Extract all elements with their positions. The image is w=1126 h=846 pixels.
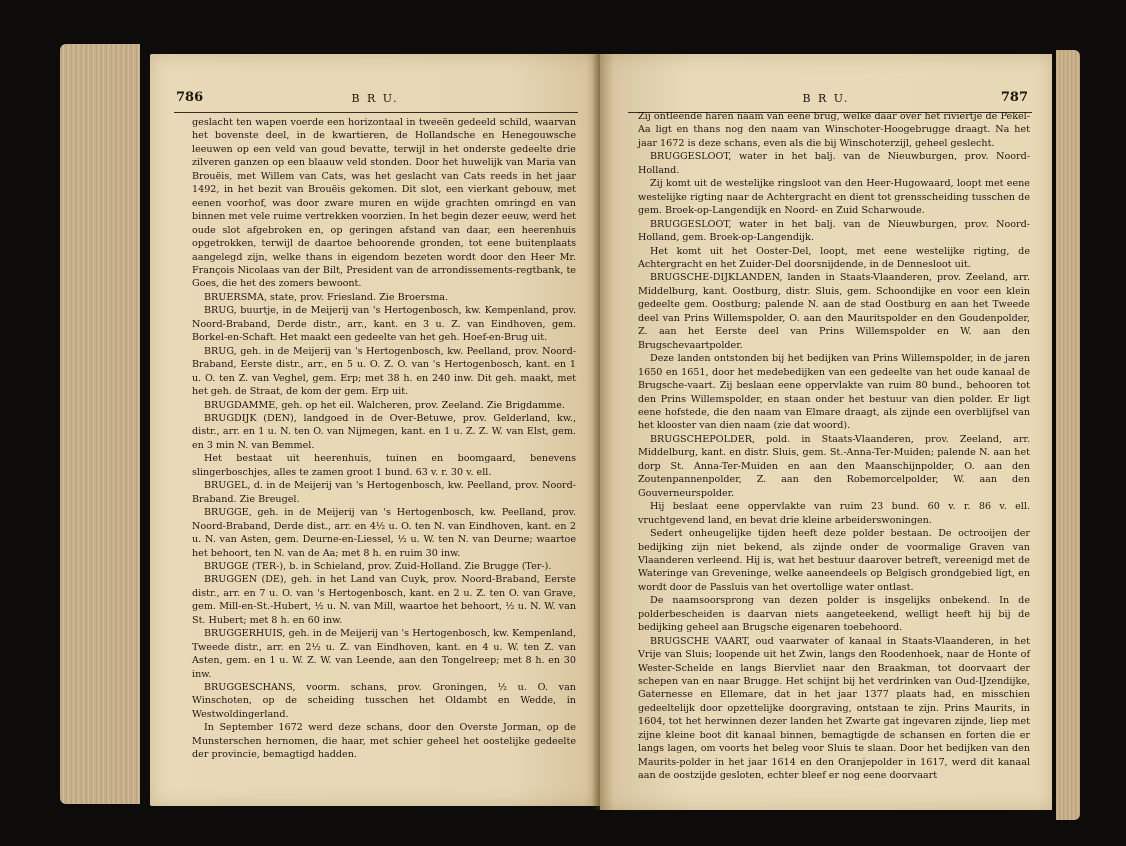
left-page-text [192, 116, 576, 762]
paragraph: Het komt uit het Ooster-Del, loopt, met eene westelijke rigting, de Achtergracht en het Zuider-Del doorsnijdende, in de Dennesloot uit. [638, 245, 1030, 270]
running-head: B R U. [802, 92, 850, 105]
paragraph: BRUGGESLOOT, water in het balj. van de Nieuwburgen, prov. Noord-Holland, gem. Broek-op-Langendijk. [638, 218, 1030, 244]
paragraph: Zij komt uit de westelijke ringsloot van den Heer-Hugowaard, loopt met eene westelijke rigting naar de Achtergracht en dient tot grensscheiding tusschen de gem. Broek-op-Langendijk en Noord- en Zuid Scharwoude. [638, 178, 1030, 217]
header-rule [174, 112, 578, 113]
paragraph: BRUGGEN (DE), geh. in het Land van Cuyk, prov. Noord-Braband, Eerste distr., arr. en 7 u. O. van 's Hertogenbosch, kant. en 2 u. Z. ten O. van Grave, gem. Mill-en-St.-Hubert, ½ u. N. van Mill, waartoe het behoort, ½ u. N. W. van St. Hubert; met 8 h. en 60 inw. [192, 574, 576, 626]
paragraph: BRUGGESCHANS, voorm. schans, prov. Groningen, ½ u. O. van Winschoten, op de scheiding tusschen het Oldambt en Wedde, in Westwoldingerland. [192, 682, 576, 720]
paragraph: De naamsoorsprong van dezen polder is insgelijks onbekend. In de polderbescheiden is daarvan niets aangeteekend, welligt heeft hij bij de bedijking geheel aan Brugsche eigenaren toebehoord. [638, 595, 1030, 634]
paragraph: BRUG, geh. in de Meijerij van 's Hertogenbosch, kw. Peelland, prov. Noord-Braband, Eerste distr., arr., en 5 u. O. Z. O. van 's Hertogenbosch, kant. en 1 u. O. ten Z. van Veghel, gem. Erp; met 38 h. en 240 inw. Dit geh. maakt, met het geh. de Straat, de kom der gem. Erp uit. [192, 345, 576, 398]
paragraph: BRUGGERHUIS, geh. in de Meijerij van 's Hertogenbosch, kw. Kempenland, Tweede distr., arr. en 2½ u. Z. van Eindhoven, kant. en 4 u. W. ten Z. van Asten, gem. en 1 u. W. Z. W. van Leende, aan den Tongelreep; met 8 h. en 30 inw. [192, 628, 576, 680]
paragraph: Zij ontleende haren naam van eene brug, welke daar over het riviertje de Pekel-Aa ligt en thans nog den naam van Winschoter-Hoogebrugge draagt. Na het jaar 1672 is deze schans, even als die bij Winschoterzijl, geheel geslecht. [638, 111, 1030, 149]
paragraph: BRUGSCHE VAART, oud vaarwater of kanaal in Staats-Vlaanderen, in het Vrije van Sluis; loopende uit het Zwin, langs den Roodenhoek, naar de Honte of Wester-Schelde en langs Biervliet naar den Braakman, tot doorvaart der schepen van en naar Brugge. Het schijnt bij het verdrinken van Oud-IJzendijke, Gaternesse en Ellemare, dat in het jaar 1377 plaats had, en misschien gedeeltelijk door opzettelijke doorgraving, ontstaan te zijn. Prins Maurits, in 1604, tot het herwinnen dezer landen het Zwarte gat ingevaren zijnde, liep met zijne kleine boot dit kanaal binnen, bemagtigde de schansen en forten die er langs lagen, om voorts het beleg voor Sluis te slaan. Door het bedijken van den Maurits-polder in het jaar 1614 en den Oranjepolder in 1617, werd dit kanaal aan de oostzijde gesloten, echter bleef er nog eene doorvaart [638, 635, 1030, 782]
page-number: 787 [1000, 90, 1028, 105]
page-number: 786 [176, 90, 204, 105]
left-page [150, 54, 600, 806]
page-stack-left [60, 44, 140, 804]
right-page-header [600, 90, 1052, 108]
paragraph: BRUGDAMME, geh. op het eil. Walcheren, prov. Zeeland. Zie Brigdamme. [204, 399, 565, 411]
paragraph: Deze landen ontstonden bij het bedijken van Prins Willemspolder, in de jaren 1650 en 1651, door het medebedijken van een gedeelte van het oude kanaal de Brugsche-vaart. Zij beslaan eene oppervlakte van ruim 80 bund., behooren tot den Prins Willemspolder, en staan onder het bestuur van dien polder. Er ligt eene hofstede, die den naam van Elmare draagt, als zijnde een overblijfsel van het klooster van dien naam (zie dat woord). [638, 353, 1030, 432]
paragraph: BRUG, buurtje, in de Meijerij van 's Hertogenbosch, kw. Kempenland, prov. Noord-Braband, Derde distr., arr., kant. en 3 u. Z. van Eindhoven, gem. Borkel-en-Schaft. Het maakt een gedeelte van het geh. Hoef-en-Brug uit. [192, 305, 576, 344]
left-page-header [150, 90, 600, 108]
paragraph: In September 1672 werd deze schans, door den Overste Jorman, op de Munsterschen hernomen, die haar, met schier geheel het oostelijke gedeelte der provincie, bemagtigd hadden. [192, 722, 576, 761]
paragraph: BRUGGE (TER-), b. in Schieland, prov. Zuid-Holland. Zie Brugge (Ter-). [204, 560, 552, 572]
paragraph: Sedert onheugelijke tijden heeft deze polder bestaan. De octrooijen der bedijking zijn niet bekend, als zijnde onder de voormalige Graven van Vlaanderen verleend. Hij is, wat het bestuur daarover betreft, vereenigd met de Wateringe van Greveninge, welke aaneendeels op Belgisch grondgebied ligt, en wordt door de Passluis van het overtollige water ontlast. [638, 528, 1030, 593]
right-page [600, 54, 1052, 810]
paragraph: BRUERSMA, state, prov. Friesland. Zie Broersma. [204, 291, 449, 303]
paragraph: BRUGGESLOOT, water in het balj. van de Nieuwburgen, prov. Noord-Holland. [638, 151, 1030, 176]
paragraph: BRUGGE, geh. in de Meijerij van 's Hertogenbosch, kw. Peelland, prov. Noord-Braband, Derde dist., arr. en 4½ u. O. ten N. van Eindhoven, kant. en 2 u. N. van Asten, gem. Deurne-en-Liessel, ½ u. W. ten N. van Deurne; waartoe het behoort, ten N. van de Aa; met 8 h. en ruim 30 inw. [192, 507, 576, 559]
right-page-text [638, 110, 1030, 783]
paragraph: BRUGEL, d. in de Meijerij van 's Hertogenbosch, kw. Peelland, prov. Noord-Braband. Zie Breugel. [192, 480, 576, 505]
paragraph: geslacht ten wapen voerde een horizontaal in tweeën gedeeld schild, waarvan het bovenste deel, in de kwartieren, de Hollandsche en Henegouwsche leeuwen op een veld van goud bevatte, terwijl in het onderste gedeelte drie zilveren ganzen op een blaauw veld stonden. Door het huwelijk van Maria van Brouëis, met Willem van Cats, was het geslacht van Cats reeds in het jaar 1492, in het bezit van Brouëis gekomen. Dit slot, een vierkant gebouw, met eenen voorhof, was door zware muren en wijde grachten omringd en van binnen met vele ruime vertrekken voorzien. In het begin dezer eeuw, werd het oude slot afgebroken en, op geringen afstand van daar, een heerenhuis opgetrokken, terwijl de daartoe behoorende gronden, tot eene buitenplaats aangelegd zijn, welke thans in eigendom bezeten wordt door den Heer Mr. François Nicolaas van der Bilt, President van de arrondissements-regtbank, te Goes, die het des zomers bewoont. [192, 117, 576, 290]
paragraph: BRUGSCHE-DIJKLANDEN, landen in Staats-Vlaanderen, prov. Zeeland, arr. Middelburg, kant. Oostburg, distr. Sluis, gem. Schoondijke en voor een klein gedeelte gem. Oostburg; palende N. aan de stad Oostburg en aan het Tweede deel van Prins Willemspolder, O. aan den Mauritspolder en den Goudenpolder, Z. aan het Eerste deel van Prins Willemspolder en W. aan den Brugschevaartpolder. [638, 272, 1030, 351]
page-stack-right [1056, 50, 1080, 820]
paragraph: Hij beslaat eene oppervlakte van ruim 23 bund. 60 v. r. 86 v. ell. vruchtgevend land, en bevat drie kleine arbeiderswoningen. [638, 501, 1030, 526]
running-head: B R U. [351, 92, 399, 105]
open-book [60, 20, 1080, 828]
paragraph: BRUGSCHEPOLDER, pold. in Staats-Vlaanderen, prov. Zeeland, arr. Middelburg, kant. en distr. Sluis, gem. St.-Anna-Ter-Muiden; palende N. aan het dorp St. Anna-Ter-Muiden en aan den Maanschijnpolder, O. aan den Zoutenpannenpolder, Z. aan den Robemorcelpolder, W. aan den Gouverneurspolder. [638, 433, 1030, 499]
paragraph: Het bestaat uit heerenhuis, tuinen en boomgaard, benevens slingerboschjes, alles te zamen groot 1 bund. 63 v. r. 30 v. ell. [192, 453, 576, 478]
paragraph: BRUGDIJK (DEN), landgoed in de Over-Betuwe, prov. Gelderland, kw., distr., arr. en 1 u. N. ten O. van Nijmegen, kant. en 1 u. Z. Z. W. van Elst, gem. en 3 min N. van Bemmel. [192, 412, 576, 451]
